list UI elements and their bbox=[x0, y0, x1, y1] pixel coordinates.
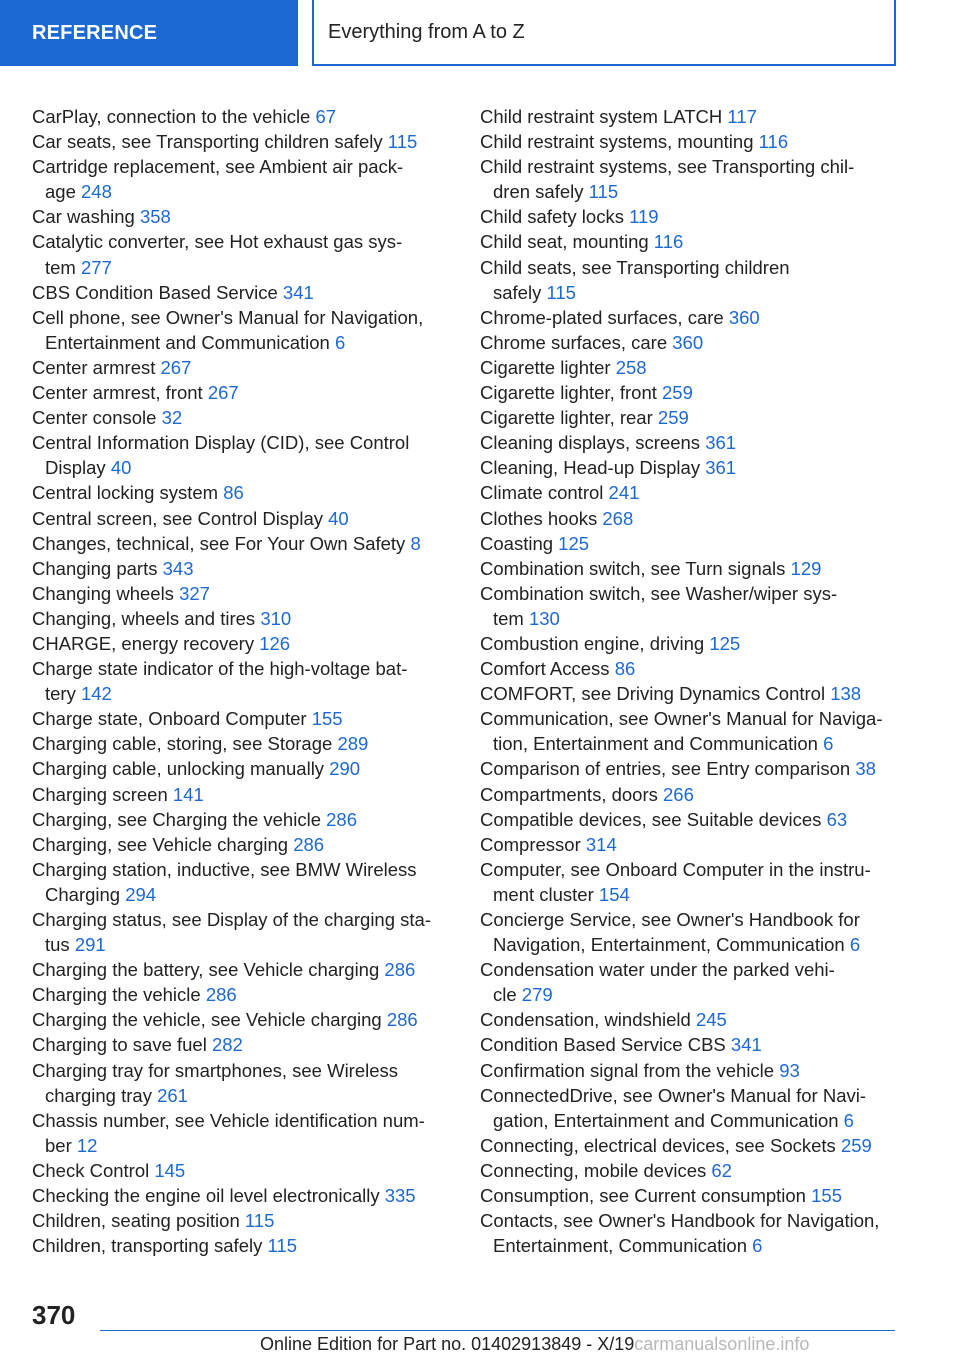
page-link[interactable]: 115 bbox=[387, 131, 418, 153]
page-link[interactable]: 86 bbox=[614, 658, 636, 680]
page-link[interactable]: 241 bbox=[608, 482, 640, 504]
entry-text: Condensation, windshield bbox=[480, 1009, 691, 1031]
page-header bbox=[0, 0, 960, 66]
index-entry bbox=[32, 1208, 447, 1233]
entry-text: Check Control bbox=[32, 1159, 150, 1181]
entry-text: Charging status, see Display of the charging sta- bbox=[32, 909, 431, 930]
entry-text: Catalytic converter, see Hot exhaust gas sys- bbox=[32, 231, 403, 253]
page-link[interactable]: 115 bbox=[244, 1210, 275, 1232]
entry-text: tion, Entertainment and Communication bbox=[493, 733, 818, 755]
index-entry bbox=[480, 154, 912, 204]
entry-text: Connecting, mobile devices bbox=[480, 1159, 707, 1181]
index-column-right bbox=[480, 104, 912, 1258]
page-link[interactable]: 115 bbox=[267, 1235, 297, 1257]
entry-text: Concierge Service, see Owner's Handbook for bbox=[480, 909, 860, 930]
page-link[interactable]: 361 bbox=[705, 457, 737, 479]
index-entry bbox=[480, 405, 912, 430]
page-link[interactable]: 116 bbox=[758, 131, 789, 153]
index-entry bbox=[32, 154, 447, 204]
page-link[interactable]: 248 bbox=[81, 181, 112, 203]
entry-text: tem bbox=[45, 256, 76, 278]
index-entry bbox=[32, 1007, 447, 1032]
index-entry bbox=[32, 104, 447, 129]
entry-text: CHARGE, energy recovery bbox=[32, 632, 255, 654]
entry-text: Charging screen bbox=[32, 783, 168, 805]
index-entry bbox=[480, 506, 912, 531]
page-link[interactable]: 6 bbox=[335, 331, 346, 353]
page-link[interactable]: 117 bbox=[727, 106, 757, 127]
entry-text: Compartments, doors bbox=[480, 783, 658, 805]
entry-text: Communication, see Owner's Manual for Naviga- bbox=[480, 708, 883, 730]
page-link[interactable]: 258 bbox=[615, 356, 647, 378]
section-tab: REFERENCE bbox=[0, 0, 298, 66]
index-entry bbox=[480, 957, 912, 1007]
entry-text: ConnectedDrive, see Owner's Manual for Navi- bbox=[480, 1084, 867, 1106]
page-link[interactable]: 32 bbox=[161, 407, 183, 429]
index-entry bbox=[32, 631, 447, 656]
index-entry bbox=[480, 631, 912, 656]
entry-text: Charging, see Vehicle charging bbox=[32, 833, 289, 855]
page-link[interactable]: 360 bbox=[728, 306, 760, 328]
entry-text: Center console bbox=[32, 407, 157, 429]
entry-text: Comparison of entries, see Entry comparison bbox=[480, 758, 851, 780]
index-entry bbox=[480, 1032, 912, 1057]
entry-text: Children, transporting safely bbox=[32, 1235, 263, 1257]
index-entry bbox=[480, 782, 912, 807]
index-entry bbox=[480, 907, 912, 957]
entry-text: Central Information Display (CID), see Control bbox=[32, 432, 410, 454]
entry-text: Charging the vehicle, see Vehicle charging bbox=[32, 1009, 382, 1031]
entry-text: Cell phone, see Owner's Manual for Navigation, bbox=[32, 306, 424, 328]
entry-text: Entertainment, Communication bbox=[493, 1235, 747, 1257]
index-entry bbox=[480, 104, 912, 129]
entry-text: Central locking system bbox=[32, 482, 219, 504]
entry-text: Cigarette lighter, rear bbox=[480, 407, 653, 429]
entry-text: Changes, technical, see For Your Own Safety bbox=[32, 532, 406, 554]
page-link[interactable]: 116 bbox=[653, 231, 684, 253]
page-link[interactable]: 286 bbox=[205, 984, 237, 1006]
entry-text: safely bbox=[493, 281, 542, 303]
page-link[interactable]: 115 bbox=[546, 281, 576, 303]
entry-text: CBS Condition Based Service bbox=[32, 281, 278, 303]
footer bbox=[260, 1334, 960, 1355]
entry-text: Computer, see Onboard Computer in the instru- bbox=[480, 858, 871, 880]
entry-text: Child restraint systems, mounting bbox=[480, 131, 754, 153]
page-link[interactable]: 6 bbox=[843, 1109, 854, 1131]
index-entry bbox=[32, 480, 447, 505]
index-entry bbox=[32, 782, 447, 807]
index-entry bbox=[32, 581, 447, 606]
index-entry bbox=[480, 581, 912, 631]
index-entry bbox=[32, 1233, 447, 1258]
page-link[interactable]: 6 bbox=[823, 733, 834, 755]
index-entry bbox=[32, 229, 447, 279]
index-entry bbox=[32, 1108, 447, 1158]
page-link[interactable]: 138 bbox=[830, 683, 862, 705]
index-entry bbox=[32, 531, 447, 556]
page-link[interactable]: 286 bbox=[386, 1009, 418, 1031]
index-entry bbox=[32, 1183, 447, 1208]
entry-text: Car washing bbox=[32, 206, 135, 228]
index-entry bbox=[32, 556, 447, 581]
index-entry bbox=[480, 1208, 912, 1258]
entry-text: Charging cable, unlocking manually bbox=[32, 758, 325, 780]
page-link[interactable]: 291 bbox=[74, 934, 106, 956]
page-link[interactable]: 93 bbox=[779, 1059, 800, 1081]
page-link[interactable]: 126 bbox=[259, 632, 291, 654]
index-entry bbox=[480, 681, 912, 706]
page-link[interactable]: 266 bbox=[663, 783, 694, 805]
entry-text: Charging cable, storing, see Storage bbox=[32, 733, 333, 755]
page-link[interactable]: 267 bbox=[207, 382, 239, 404]
index-entry bbox=[480, 430, 912, 455]
index-entry bbox=[32, 380, 447, 405]
page-link[interactable]: 125 bbox=[709, 632, 741, 654]
footer-edition: Online Edition for Part no. 01402913849 - X/19 bbox=[260, 1334, 635, 1354]
page-link[interactable]: 335 bbox=[384, 1185, 416, 1207]
page-link[interactable]: 155 bbox=[811, 1185, 842, 1207]
entry-text: Center armrest bbox=[32, 356, 156, 378]
entry-text: Car seats, see Transporting children safely bbox=[32, 131, 383, 153]
page-link[interactable]: 286 bbox=[384, 959, 416, 981]
page-link[interactable]: 259 bbox=[657, 407, 689, 429]
entry-text: Contacts, see Owner's Handbook for Navigation, bbox=[480, 1210, 880, 1232]
entry-text: ber bbox=[45, 1134, 72, 1156]
entry-text: Child restraint system LATCH bbox=[480, 106, 723, 127]
page-link[interactable]: 12 bbox=[76, 1134, 98, 1156]
page-link[interactable]: 286 bbox=[293, 833, 325, 855]
page-link[interactable]: 62 bbox=[711, 1159, 732, 1181]
index-entry bbox=[32, 430, 447, 480]
page-link[interactable]: 358 bbox=[139, 206, 171, 228]
index-entry bbox=[480, 1083, 912, 1133]
entry-text: charging tray bbox=[45, 1084, 152, 1106]
entry-text: Charging station, inductive, see BMW Wireless bbox=[32, 858, 417, 880]
index-entry bbox=[480, 380, 912, 405]
entry-text: Entertainment and Communication bbox=[45, 331, 330, 353]
entry-text: gation, Entertainment and Communication bbox=[493, 1109, 839, 1131]
index-entry bbox=[480, 129, 912, 154]
page-link[interactable]: 245 bbox=[695, 1009, 727, 1031]
index-entry bbox=[480, 480, 912, 505]
page-link[interactable]: 360 bbox=[672, 331, 704, 353]
entry-text: Comfort Access bbox=[480, 658, 610, 680]
page-link[interactable]: 327 bbox=[179, 582, 210, 604]
entry-text: Cigarette lighter bbox=[480, 356, 611, 378]
entry-text: Combination switch, see Washer/wiper sys- bbox=[480, 582, 838, 604]
footer-divider bbox=[100, 1330, 895, 1331]
entry-text: Clothes hooks bbox=[480, 507, 598, 529]
index-entry bbox=[32, 129, 447, 154]
index-entry bbox=[480, 204, 912, 229]
page-link[interactable]: 8 bbox=[410, 532, 421, 554]
entry-text: Chrome surfaces, care bbox=[480, 331, 668, 353]
entry-text: Charge state indicator of the high-voltage bat- bbox=[32, 658, 408, 680]
entry-text: Child safety locks bbox=[480, 206, 624, 228]
page-link[interactable]: 314 bbox=[585, 833, 617, 855]
index-entry bbox=[32, 305, 447, 355]
index-entry bbox=[32, 832, 447, 857]
index-entry bbox=[480, 1058, 912, 1083]
watermark: carmanualsonline.info bbox=[634, 1334, 810, 1354]
index-entry bbox=[32, 280, 447, 305]
entry-text: dren safely bbox=[493, 181, 584, 203]
entry-text: Central screen, see Control Display bbox=[32, 507, 323, 529]
page-link[interactable]: 341 bbox=[730, 1034, 762, 1056]
page-link[interactable]: 268 bbox=[602, 507, 634, 529]
page-link[interactable]: 119 bbox=[629, 206, 659, 228]
entry-text: Navigation, Entertainment, Communication bbox=[493, 934, 845, 956]
entry-text: COMFORT, see Driving Dynamics Control bbox=[480, 683, 826, 705]
entry-text: Cigarette lighter, front bbox=[480, 382, 657, 404]
index-entry bbox=[32, 656, 447, 706]
entry-text: Climate control bbox=[480, 482, 604, 504]
entry-text: Connecting, electrical devices, see Sockets bbox=[480, 1134, 836, 1156]
page-link[interactable]: 63 bbox=[826, 808, 848, 830]
entry-text: Chassis number, see Vehicle identification num- bbox=[32, 1109, 425, 1131]
entry-text: Charging the battery, see Vehicle charging bbox=[32, 959, 380, 981]
chapter-title: Everything from A to Z bbox=[312, 0, 896, 66]
page-link[interactable]: 141 bbox=[172, 783, 204, 805]
index-entry bbox=[32, 807, 447, 832]
entry-text: Condensation water under the parked vehi- bbox=[480, 959, 835, 981]
index-entry bbox=[480, 832, 912, 857]
page-link[interactable]: 261 bbox=[157, 1084, 188, 1106]
index-entry bbox=[32, 204, 447, 229]
index-entry bbox=[32, 857, 447, 907]
entry-text: Combustion engine, driving bbox=[480, 632, 705, 654]
entry-text: Combination switch, see Turn signals bbox=[480, 557, 786, 579]
page-link[interactable]: 341 bbox=[282, 281, 314, 303]
page-link[interactable]: 267 bbox=[160, 356, 192, 378]
entry-text: Center armrest, front bbox=[32, 382, 203, 404]
page-link[interactable]: 125 bbox=[558, 532, 590, 554]
entry-text: Compatible devices, see Suitable devices bbox=[480, 808, 822, 830]
entry-text: Children, seating position bbox=[32, 1210, 240, 1232]
entry-text: CarPlay, connection to the vehicle bbox=[32, 106, 311, 127]
page-link[interactable]: 343 bbox=[162, 557, 194, 579]
page-link[interactable]: 259 bbox=[662, 382, 693, 404]
page-link[interactable]: 40 bbox=[328, 507, 349, 529]
page-link[interactable]: 310 bbox=[260, 607, 292, 629]
entry-text: Child seats, see Transporting children bbox=[480, 256, 790, 278]
page-link[interactable]: 40 bbox=[110, 457, 132, 479]
index-entry bbox=[32, 731, 447, 756]
entry-text: Consumption, see Current consumption bbox=[480, 1185, 806, 1207]
page-link[interactable]: 282 bbox=[211, 1034, 243, 1056]
index-entry bbox=[480, 305, 912, 330]
index-entry bbox=[32, 405, 447, 430]
index-entry bbox=[32, 355, 447, 380]
index-entry bbox=[32, 606, 447, 631]
index-entry bbox=[480, 1158, 912, 1183]
page-link[interactable]: 279 bbox=[521, 984, 553, 1006]
page-link[interactable]: 294 bbox=[125, 883, 157, 905]
index-entry bbox=[480, 857, 912, 907]
entry-text: cle bbox=[493, 984, 517, 1006]
index-entry bbox=[480, 255, 912, 305]
entry-text: Display bbox=[45, 457, 106, 479]
page-link[interactable]: 290 bbox=[329, 758, 361, 780]
page-link[interactable]: 129 bbox=[790, 557, 822, 579]
entry-text: Condition Based Service CBS bbox=[480, 1034, 726, 1056]
page-link[interactable]: 145 bbox=[154, 1159, 186, 1181]
index-entry bbox=[480, 1183, 912, 1208]
index-entry bbox=[480, 330, 912, 355]
entry-text: Cleaning, Head-up Display bbox=[480, 457, 701, 479]
entry-text: Checking the engine oil level electronically bbox=[32, 1185, 380, 1207]
index-entry bbox=[32, 907, 447, 957]
entry-text: Chrome-plated surfaces, care bbox=[480, 306, 724, 328]
page-link[interactable]: 6 bbox=[849, 934, 861, 956]
page-link[interactable]: 277 bbox=[80, 256, 112, 278]
index-entry bbox=[480, 531, 912, 556]
index-entry bbox=[480, 706, 912, 756]
index-entry bbox=[32, 1058, 447, 1108]
index-entry bbox=[32, 957, 447, 982]
entry-text: Child seat, mounting bbox=[480, 231, 649, 253]
page-link[interactable]: 130 bbox=[528, 607, 560, 629]
entry-text: Cleaning displays, screens bbox=[480, 432, 701, 454]
entry-text: Confirmation signal from the vehicle bbox=[480, 1059, 775, 1081]
index-entry bbox=[480, 756, 912, 781]
entry-text: age bbox=[45, 181, 76, 203]
page-link[interactable]: 142 bbox=[80, 683, 112, 705]
entry-text: tem bbox=[493, 607, 524, 629]
index-column-left bbox=[32, 104, 447, 1258]
page-link[interactable]: 6 bbox=[752, 1235, 763, 1257]
entry-text: Child restraint systems, see Transporting chil- bbox=[480, 156, 855, 178]
entry-text: Charging, see Charging the vehicle bbox=[32, 808, 321, 830]
index-entry bbox=[480, 455, 912, 480]
index-entry bbox=[32, 756, 447, 781]
entry-text: Compressor bbox=[480, 833, 581, 855]
entry-text: ment cluster bbox=[493, 883, 594, 905]
page-link[interactable]: 86 bbox=[223, 482, 244, 504]
entry-text: Changing, wheels and tires bbox=[32, 607, 256, 629]
index-entry bbox=[480, 556, 912, 581]
entry-text: tus bbox=[45, 934, 70, 956]
index-entry bbox=[480, 1007, 912, 1032]
page-link[interactable]: 38 bbox=[855, 758, 876, 780]
page-link[interactable]: 155 bbox=[311, 708, 343, 730]
page-link[interactable]: 115 bbox=[588, 181, 619, 203]
index-entry bbox=[480, 355, 912, 380]
page-link[interactable]: 67 bbox=[315, 106, 337, 127]
page-link[interactable]: 286 bbox=[326, 808, 357, 830]
entry-text: Changing parts bbox=[32, 557, 158, 579]
entry-text: Changing wheels bbox=[32, 582, 174, 604]
page-link[interactable]: 154 bbox=[598, 883, 630, 905]
index-entry bbox=[480, 656, 912, 681]
entry-text: Cartridge replacement, see Ambient air pack- bbox=[32, 156, 404, 178]
entry-text: Charge state, Onboard Computer bbox=[32, 708, 307, 730]
index-entry bbox=[480, 807, 912, 832]
entry-text: tery bbox=[45, 683, 76, 705]
index-entry bbox=[32, 706, 447, 731]
page-link[interactable]: 259 bbox=[840, 1134, 872, 1156]
entry-text: Charging bbox=[45, 883, 121, 905]
index-entry bbox=[32, 1158, 447, 1183]
index-entry bbox=[480, 1133, 912, 1158]
index-entry bbox=[32, 982, 447, 1007]
entry-text: Charging to save fuel bbox=[32, 1034, 207, 1056]
index-entry bbox=[32, 1032, 447, 1057]
entry-text: Charging the vehicle bbox=[32, 984, 201, 1006]
page-link[interactable]: 289 bbox=[337, 733, 369, 755]
page-link[interactable]: 361 bbox=[705, 432, 737, 454]
entry-text: Charging tray for smartphones, see Wireless bbox=[32, 1059, 399, 1081]
page-number: 370 bbox=[32, 1300, 76, 1330]
index-entry bbox=[480, 229, 912, 254]
entry-text: Coasting bbox=[480, 532, 554, 554]
index-entry bbox=[32, 506, 447, 531]
